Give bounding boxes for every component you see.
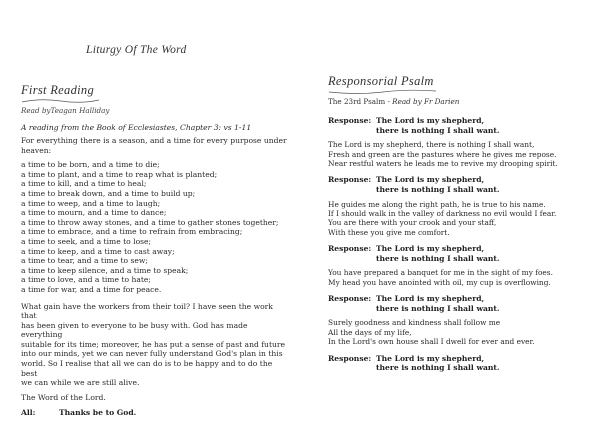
verse-line: a time to mourn, and a time to dance; xyxy=(21,208,167,218)
psalm-response: Response: The Lord is my shepherd, there is nothing I shall want. xyxy=(328,353,500,373)
psalm-title: Responsorial Psalm xyxy=(328,74,434,88)
verse-line: a time to keep, and a time to cast away; xyxy=(21,246,175,256)
psalm-stanza: Surely goodness and kindness shall follow me All the days of my life, In the Lord's own house shall I dwell for ever and ever. xyxy=(328,318,535,347)
verse-line: a time to break down, and a time to build up; xyxy=(21,188,196,198)
verse-line: a time to plant, and a time to reap what is planted; xyxy=(21,169,218,179)
reading-intro: For everything there is a season, and a time for every purpose under heaven: xyxy=(21,136,287,155)
all-response xyxy=(21,408,287,417)
page-title: Liturgy Of The Word xyxy=(86,44,187,56)
psalm-response: Response: The Lord is my shepherd, there is nothing I shall want. xyxy=(328,244,500,263)
first-reading-section xyxy=(21,79,287,417)
verse-line: a time to seek, and a time to lose; xyxy=(21,236,152,246)
psalm-stanza: You have prepared a banquet for me in the sight of my foes. My head you have anointed with oil, my cup is overflowing. xyxy=(328,268,553,287)
title-flourish xyxy=(21,98,101,104)
first-reading-title: First Reading xyxy=(21,83,94,97)
verse-line: a time to be born, and a time to die; xyxy=(21,160,160,170)
verse-line: a time for war, and a time for peace. xyxy=(21,284,162,294)
all-label: All: xyxy=(21,408,36,418)
verse-line: a time to kill, and a time to heal; xyxy=(21,179,147,189)
verse-line: a time to throw away stones, and a time to gather stones together; xyxy=(21,217,279,227)
reading-closing: What gain have the workers from their toil? I have seen the work that has been given to everyone to be busy with. God has made everything suitable for its time; moreover, he has put a sense of past and future into our minds, yet we can never fully understand God's plan in this world. So I realise that all we can do is to be happy and to do the best we can while we are still alive. xyxy=(21,301,286,388)
all-response-text: Thanks be to God. xyxy=(59,408,137,418)
psalm-section xyxy=(328,70,590,373)
psalm-response: Response: The Lord is my shepherd, there is nothing I shall want. xyxy=(328,175,500,194)
reading-reference: A reading from the Book of Ecclesiastes, Chapter 3: vs 1-11 xyxy=(21,123,252,132)
psalm-subtitle: The 23rd Psalm - Read by Fr Darien xyxy=(328,97,460,106)
psalm-response: Response: The Lord is my shepherd, there is nothing I shall want. xyxy=(328,294,500,313)
right-page xyxy=(300,0,600,425)
first-reading-reader: Read byTeagan Halliday xyxy=(21,106,110,115)
verse-line: a time to keep silence, and a time to speak; xyxy=(21,265,189,275)
psalm-stanza: He guides me along the right path, he is true to his name. If I should walk in the valley of darkness no evil would I fear. You are there with your crook and your staff, With these you give me comfort. xyxy=(328,199,557,237)
psalm-reader: Read by Fr Darien xyxy=(392,97,460,106)
word-of-the-lord: The Word of the Lord. xyxy=(21,392,106,402)
reading-verses xyxy=(21,160,287,294)
psalm-stanza: The Lord is my shepherd, there is nothing I shall want, Fresh and green are the pastures where he gives me repose. Near restful waters he leads me to revive my drooping spirit. xyxy=(328,140,558,168)
verse-line: a time to tear, and a time to sew; xyxy=(21,256,148,266)
verse-line: a time to embrace, and a time to refrain from embracing; xyxy=(21,227,243,237)
verse-line: a time to weep, and a time to laugh; xyxy=(21,198,161,208)
title-flourish xyxy=(328,89,438,95)
psalm-response: Response: The Lord is my shepherd, there is nothing I shall want. xyxy=(328,116,500,135)
verse-line: a time to love, and a time to hate; xyxy=(21,275,151,285)
